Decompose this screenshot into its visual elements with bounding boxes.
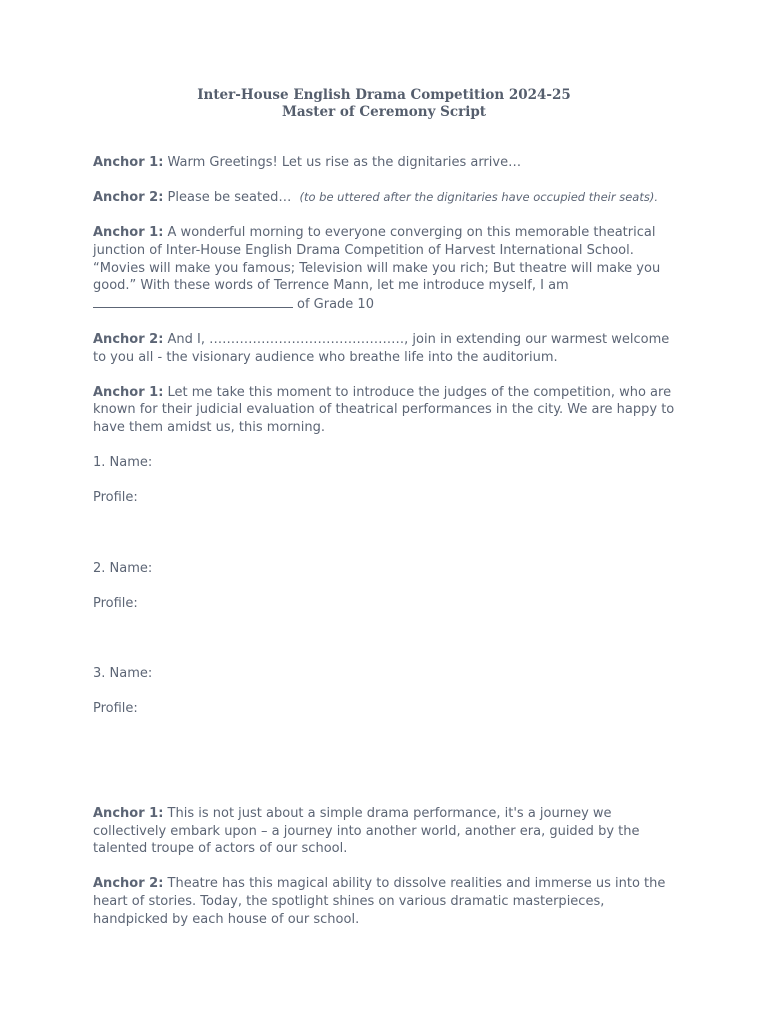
judge-name-label: 2. Name: (93, 560, 153, 576)
stage-direction: (to be uttered after the dignitaries have occupied their seats). (299, 190, 658, 205)
judge-profile-label: Profile: (93, 490, 138, 506)
judge-name-label: 1. Name: (93, 455, 153, 471)
speaker-label: Anchor 2: (93, 331, 164, 347)
speaker-label: Anchor 1: (93, 806, 164, 822)
speaker-label: Anchor 1: (93, 155, 164, 170)
script-paragraph (93, 331, 683, 366)
document-title: Inter-House English Drama Competition 2024-25 (197, 87, 571, 103)
judge-profile-label: Profile: (93, 595, 138, 611)
script-paragraph (93, 224, 683, 313)
grade-suffix: of Grade 10 (297, 296, 374, 312)
paragraph-text: Let me take this moment to introduce the judges of the competition, who are known for their judicial evaluation of theatrical performances in the city. We are happy to have them amidst us, this morning. (93, 384, 675, 435)
paragraph-text: Please be seated… (167, 190, 292, 206)
script-paragraph (93, 384, 683, 437)
script-paragraph (93, 154, 683, 172)
paragraph-text: A wonderful morning to everyone converging on this memorable theatrical junction of Inter-House English Drama Competition of Harvest International School. “Movies will make you famous; Television will make you rich; But theatre will make you good.” With these words of Terrence Mann, let me introduce myself, I am (93, 225, 661, 294)
speaker-label: Anchor 2: (93, 876, 164, 892)
paragraph-text: This is not just about a simple drama performance, it's a journey we collectively embark upon – a journey into another world, another era, guided by the talented troupe of actors of our school. (93, 806, 640, 857)
judge-profile-label: Profile: (93, 701, 138, 717)
title-block (0, 87, 768, 121)
script-paragraph (93, 805, 683, 858)
paragraph-text: Warm Greetings! Let us rise as the dignitaries arrive… (167, 155, 522, 170)
judges-list (93, 454, 683, 718)
script-paragraph (93, 189, 683, 207)
speaker-label: Anchor 1: (93, 384, 164, 400)
judge-name-label: 3. Name: (93, 666, 153, 682)
paragraph-text: Theatre has this magical ability to dissolve realities and immerse us into the heart of stories. Today, the spotlight shines on various dramatic masterpieces, handpicked by each house of our school. (93, 876, 666, 927)
name-blank-line (93, 295, 293, 308)
document-subtitle: Master of Ceremony Script (281, 104, 486, 120)
speaker-label: Anchor 1: (93, 225, 164, 241)
speaker-label: Anchor 2: (93, 190, 164, 206)
script-body (93, 154, 683, 946)
paragraph-text: And I, ………………………………………, join in extending our warmest welcome to you all - the visionary audience who breathe life into the auditorium. (93, 331, 670, 365)
script-paragraph (93, 875, 683, 928)
